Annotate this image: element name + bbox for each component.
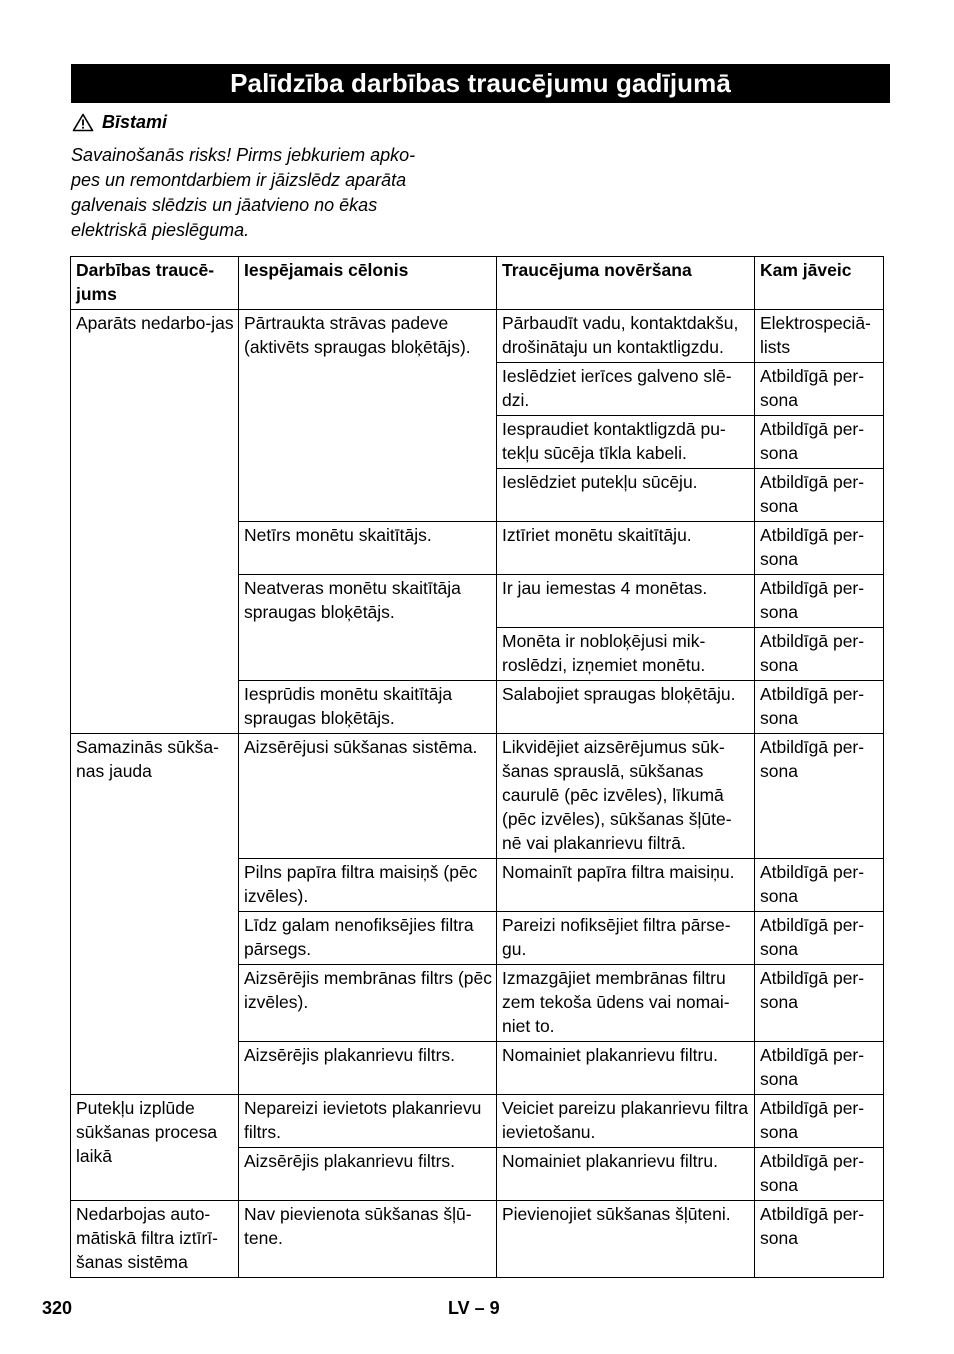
remedy-cell: Ieslēdziet putekļu sūcēju.: [497, 469, 755, 522]
remedy-cell: Likvidējiet aizsērējumus sūk-šanas sprauslā, sūkšanas caurulē (pēc izvēles), līkumā (pēc izvēles), sūkšanas šļūte-nē vai plakanrievu filtrā.: [497, 734, 755, 859]
cause-cell: Pilns papīra filtra maisiņš (pēc izvēles).: [239, 859, 497, 912]
fault-cell: Samazinās sūkša-nas jauda: [71, 734, 239, 1095]
warning-label: Bīstami: [102, 112, 168, 132]
warning-line: elektriskā pieslēguma.: [71, 220, 250, 240]
by-whom-cell: Atbildīgā per-sona: [755, 416, 884, 469]
cause-cell: Aizsērējusi sūkšanas sistēma.: [239, 734, 497, 859]
remedy-cell: Izmazgājiet membrānas filtru zem tekoša ūdens vai nomai-niet to.: [497, 965, 755, 1042]
remedy-cell: Iztīriet monētu skaitītāju.: [497, 522, 755, 575]
cause-cell: Aizsērējis plakanrievu filtrs.: [239, 1042, 497, 1095]
by-whom-cell: Atbildīgā per-sona: [755, 965, 884, 1042]
fault-cell: Nedarbojas auto-mātiskā filtra iztīrī-šanas sistēma: [71, 1201, 239, 1278]
cause-cell: Nav pievienota sūkšanas šļū-tene.: [239, 1201, 497, 1278]
by-whom-cell: Atbildīgā per-sona: [755, 1201, 884, 1278]
troubleshooting-table: [70, 256, 884, 1278]
cause-cell: Nepareizi ievietots plakanrievu filtrs.: [239, 1095, 497, 1148]
warning-line: pes un remontdarbiem ir jāizslēdz aparāta: [71, 170, 407, 190]
by-whom-cell: Atbildīgā per-sona: [755, 1042, 884, 1095]
language-page-label: LV – 9: [448, 1298, 500, 1318]
header-by-whom: Kam jāveic: [755, 257, 884, 310]
by-whom-cell: Atbildīgā per-sona: [755, 859, 884, 912]
by-whom-cell: Atbildīgā per-sona: [755, 734, 884, 859]
cause-cell: Iesprūdis monētu skaitītāja spraugas bloķētājs.: [239, 681, 497, 734]
table-row: [71, 1095, 884, 1148]
fault-cell: Putekļu izplūde sūkšanas procesa laikā: [71, 1095, 239, 1201]
warning-line: galvenais slēdzis un jāatvieno no ēkas: [71, 195, 378, 215]
warning-line: Savainošanās risks! Pirms jebkuriem apko-: [71, 145, 416, 165]
cause-cell: Pārtraukta strāvas padeve (aktivēts spraugas bloķētājs).: [239, 310, 497, 522]
cause-cell: Aizsērējis plakanrievu filtrs.: [239, 1148, 497, 1201]
header-fault: Darbības traucē-jums: [71, 257, 239, 310]
by-whom-cell: Atbildīgā per-sona: [755, 628, 884, 681]
by-whom-cell: Atbildīgā per-sona: [755, 1148, 884, 1201]
remedy-cell: Iespraudiet kontaktligzdā pu-tekļu sūcēja tīkla kabeli.: [497, 416, 755, 469]
page-title: Palīdzība darbības traucējumu gadījumā: [71, 64, 890, 103]
warning-text: [71, 143, 471, 243]
header-remedy: Traucējuma novēršana: [497, 257, 755, 310]
by-whom-cell: Atbildīgā per-sona: [755, 575, 884, 628]
remedy-cell: Veiciet pareizu plakanrievu filtra ievietošanu.: [497, 1095, 755, 1148]
by-whom-cell: Atbildīgā per-sona: [755, 912, 884, 965]
remedy-cell: Pareizi nofiksējiet filtra pārse-gu.: [497, 912, 755, 965]
by-whom-cell: Atbildīgā per-sona: [755, 522, 884, 575]
remedy-cell: Pievienojiet sūkšanas šļūteni.: [497, 1201, 755, 1278]
table-row: [71, 1201, 884, 1278]
by-whom-cell: Elektrospeciā-lists: [755, 310, 884, 363]
cause-cell: Līdz galam nenofiksējies filtra pārsegs.: [239, 912, 497, 965]
remedy-cell: Ieslēdziet ierīces galveno slē-dzi.: [497, 363, 755, 416]
cause-cell: Neatveras monētu skaitītāja spraugas bloķētājs.: [239, 575, 497, 681]
by-whom-cell: Atbildīgā per-sona: [755, 1095, 884, 1148]
cause-cell: Netīrs monētu skaitītājs.: [239, 522, 497, 575]
by-whom-cell: Atbildīgā per-sona: [755, 681, 884, 734]
remedy-cell: Ir jau iemestas 4 monētas.: [497, 575, 755, 628]
by-whom-cell: Atbildīgā per-sona: [755, 363, 884, 416]
remedy-cell: Monēta ir nobloķējusi mik-roslēdzi, izņemiet monētu.: [497, 628, 755, 681]
remedy-cell: Nomainiet plakanrievu filtru.: [497, 1042, 755, 1095]
table-row: [71, 734, 884, 859]
table-header-row: [71, 257, 884, 310]
remedy-cell: Nomainīt papīra filtra maisiņu.: [497, 859, 755, 912]
by-whom-cell: Atbildīgā per-sona: [755, 469, 884, 522]
remedy-cell: Nomainiet plakanrievu filtru.: [497, 1148, 755, 1201]
fault-cell: Aparāts nedarbo-jas: [71, 310, 239, 734]
page-number: 320: [42, 1298, 73, 1318]
cause-cell: Aizsērējis membrānas filtrs (pēc izvēles).: [239, 965, 497, 1042]
remedy-cell: Salabojiet spraugas bloķētāju.: [497, 681, 755, 734]
header-cause: Iespējamais cēlonis: [239, 257, 497, 310]
warning-heading: [72, 112, 167, 133]
table-row: [71, 310, 884, 363]
remedy-cell: Pārbaudīt vadu, kontaktdakšu, drošinātaju un kontaktligzdu.: [497, 310, 755, 363]
warning-triangle-icon: [72, 113, 94, 132]
